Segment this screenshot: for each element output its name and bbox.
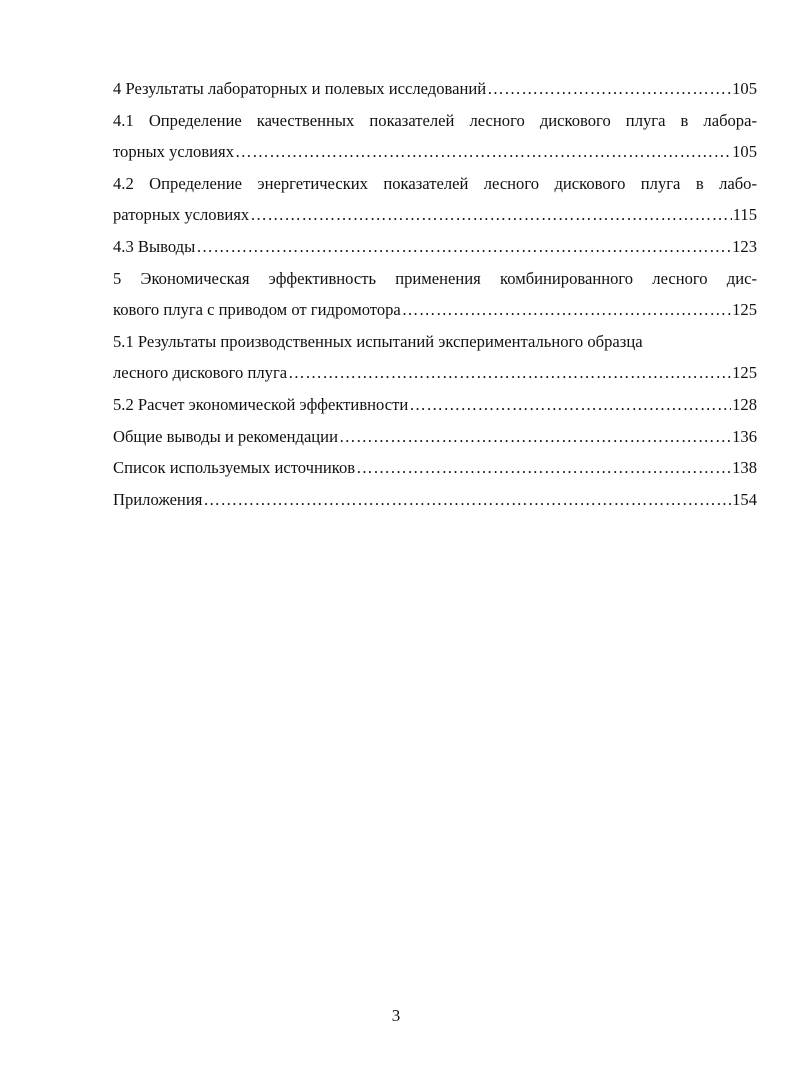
toc-entry-title: 4.3 Выводы	[113, 236, 196, 256]
toc-entry-4-3	[113, 231, 757, 263]
toc-leader-dots	[250, 199, 732, 231]
toc-leader-dots	[356, 452, 731, 484]
toc-entry-page: 154	[732, 489, 757, 509]
toc-entry-page: 123	[732, 236, 757, 256]
toc-entry-4-1-line2	[113, 136, 757, 168]
toc-entry-page: 105	[732, 79, 757, 98]
toc-entry-title: лесного дискового плуга	[113, 363, 288, 383]
toc-entry-title: 5.2 Расчет экономической эффективности	[113, 394, 409, 414]
toc-entry-title: раторных условиях	[113, 205, 250, 225]
toc-entry-title: 4 Результаты лабораторных и полевых исследований	[113, 79, 487, 98]
toc-entry-4-1-line1: 4.1 Определение качественных показателей лесного дискового плуга в лабора-	[113, 110, 757, 130]
toc-entry-page: 138	[732, 458, 757, 478]
toc-entry-5-1-line2	[113, 357, 757, 389]
toc-entry-title: торных условиях	[113, 142, 234, 162]
toc-entry-5-2	[113, 389, 757, 421]
toc-entry-4-2-line1: 4.2 Определение энергетических показателей лесного дискового плуга в лабо-	[113, 173, 757, 193]
page-number: 3	[391, 1006, 401, 1025]
toc-entry-page: 105	[732, 142, 757, 162]
toc-entry-title: Приложения	[113, 489, 203, 509]
toc-entry-4-2-line2	[113, 199, 757, 231]
toc-leader-dots	[402, 294, 731, 326]
toc-entry-page: 115	[732, 205, 757, 225]
toc-entry-5-line2	[113, 294, 757, 326]
toc-leader-dots	[487, 73, 731, 105]
toc-entry-page: 128	[732, 394, 757, 414]
toc-entry-title: Список используемых источников	[113, 458, 356, 478]
toc-entry-conclusions	[113, 421, 757, 453]
toc-leader-dots	[339, 421, 731, 453]
toc-leader-dots	[203, 484, 731, 516]
toc-entry-references	[113, 452, 757, 484]
toc-entry-page: 136	[732, 426, 757, 446]
toc-entry-title: кового плуга с приводом от гидромотора	[113, 300, 401, 320]
toc-entry-4	[113, 73, 757, 105]
toc-leader-dots	[196, 231, 731, 263]
toc-entry-title: Общие выводы и рекомендации	[113, 426, 338, 446]
toc-leader-dots	[409, 389, 731, 421]
toc-entry-5-line1: 5 Экономическая эффективность применения комбинированного лесного дис-	[113, 268, 757, 288]
toc-leader-dots	[235, 136, 731, 168]
toc-leader-dots	[288, 357, 731, 389]
toc-entry-page: 125	[732, 363, 757, 383]
table-of-contents	[113, 73, 757, 515]
toc-entry-page: 125	[732, 300, 757, 320]
toc-entry-title: 5.1 Результаты производственных испытаний экспериментального образца	[113, 331, 643, 351]
toc-entry-5-1-line1	[113, 326, 757, 358]
toc-entry-appendices	[113, 484, 757, 516]
